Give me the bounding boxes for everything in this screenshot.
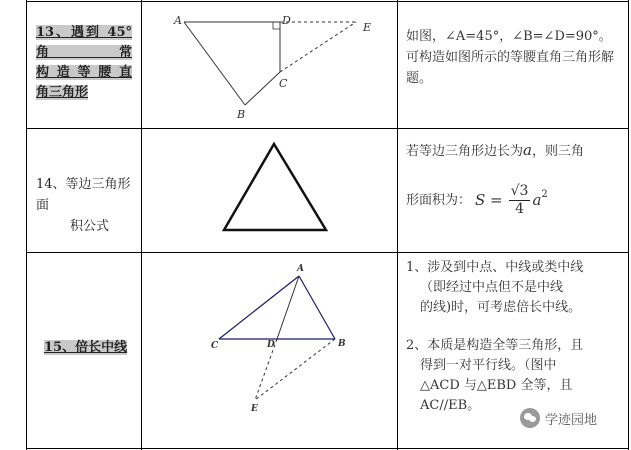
fraction-numerator: √3 — [510, 182, 529, 199]
table-rule — [397, 0, 398, 450]
desc-spacer — [406, 318, 621, 336]
table-rule — [26, 128, 629, 129]
segment-ab — [299, 276, 335, 339]
vertex-label-d: D — [282, 14, 291, 27]
area-formula-fraction — [509, 183, 531, 218]
desc-line: AC//EB。 — [420, 398, 481, 413]
right-angle-mark-d — [273, 22, 280, 29]
desc-text: ，则三角 — [531, 144, 584, 159]
row13-title — [36, 23, 132, 103]
row13-description: 如图，∠A=45°，∠B=∠D=90°。可构造如图所示的等腰直角三角形解题。 — [406, 29, 615, 86]
row14-title — [36, 174, 136, 237]
row14-figure — [220, 140, 340, 240]
area-formula-lhs: S = — [475, 190, 503, 209]
row15-figure — [200, 260, 360, 420]
row13-figure — [160, 8, 390, 123]
desc-line: （即经过中点但不是中线 — [420, 280, 564, 295]
desc-text: 若等边三角形边长为 — [406, 144, 524, 159]
desc-line: 1、涉及到中点、中线或类中线 — [406, 260, 584, 275]
desc-line: △ACD 与△EBD 全等，且 — [420, 378, 573, 393]
row15-title — [44, 338, 127, 358]
row14-desc-line2 — [406, 180, 548, 220]
wechat-icon — [520, 408, 540, 428]
vertex-label-e: E — [251, 404, 258, 414]
segment-bc — [245, 72, 280, 105]
vertex-label-e: E — [363, 21, 372, 34]
table-rule — [628, 0, 629, 450]
table-rule — [26, 252, 629, 253]
equilateral-triangle — [224, 144, 326, 230]
vertex-label-d: D — [267, 340, 275, 350]
vertex-label-b: B — [338, 339, 346, 349]
segment-ad — [277, 276, 299, 339]
vertex-label-b: B — [237, 108, 246, 121]
vertex-label-c: C — [211, 341, 219, 351]
area-formula-exponent: 2 — [541, 188, 548, 200]
table-rule — [141, 0, 142, 450]
vertex-label-a: A — [174, 14, 182, 27]
segment-ac — [219, 276, 299, 339]
row14-title-line: 积公式 — [70, 219, 110, 234]
watermark — [520, 408, 597, 428]
watermark-text: 学迹园地 — [545, 412, 598, 428]
vertex-label-c: C — [279, 77, 288, 90]
fraction-denominator: 4 — [515, 200, 525, 217]
row13-title-line: 角三角形 — [36, 85, 89, 100]
desc-text: 形面积为： — [406, 192, 472, 208]
segment-ce-dashed — [280, 22, 356, 72]
desc-line: 2、本质是构造全等三角形，且 — [406, 338, 584, 353]
table-rule — [26, 448, 629, 449]
table-rule — [26, 1, 629, 2]
vertex-label-a: A — [297, 264, 304, 274]
row15-description — [406, 258, 621, 416]
row13-title-line: 13、遇到 45°角常 — [36, 25, 132, 60]
row13-title-line: 构 造 等 腰 直 — [36, 65, 132, 80]
side-variable: a — [523, 141, 532, 159]
table-rule — [26, 0, 27, 450]
row15-title-text: 15、倍长中线 — [44, 340, 128, 355]
desc-line: 得到一对平行线。（图中 — [420, 358, 557, 373]
row14-desc-line1 — [406, 140, 584, 162]
row14-title-line: 14、等边三角形面 — [36, 177, 131, 213]
area-formula-var: a — [532, 190, 542, 209]
segment-ab — [184, 22, 245, 105]
desc-line: 的线)时，可考虑倍长中线。 — [420, 300, 582, 315]
